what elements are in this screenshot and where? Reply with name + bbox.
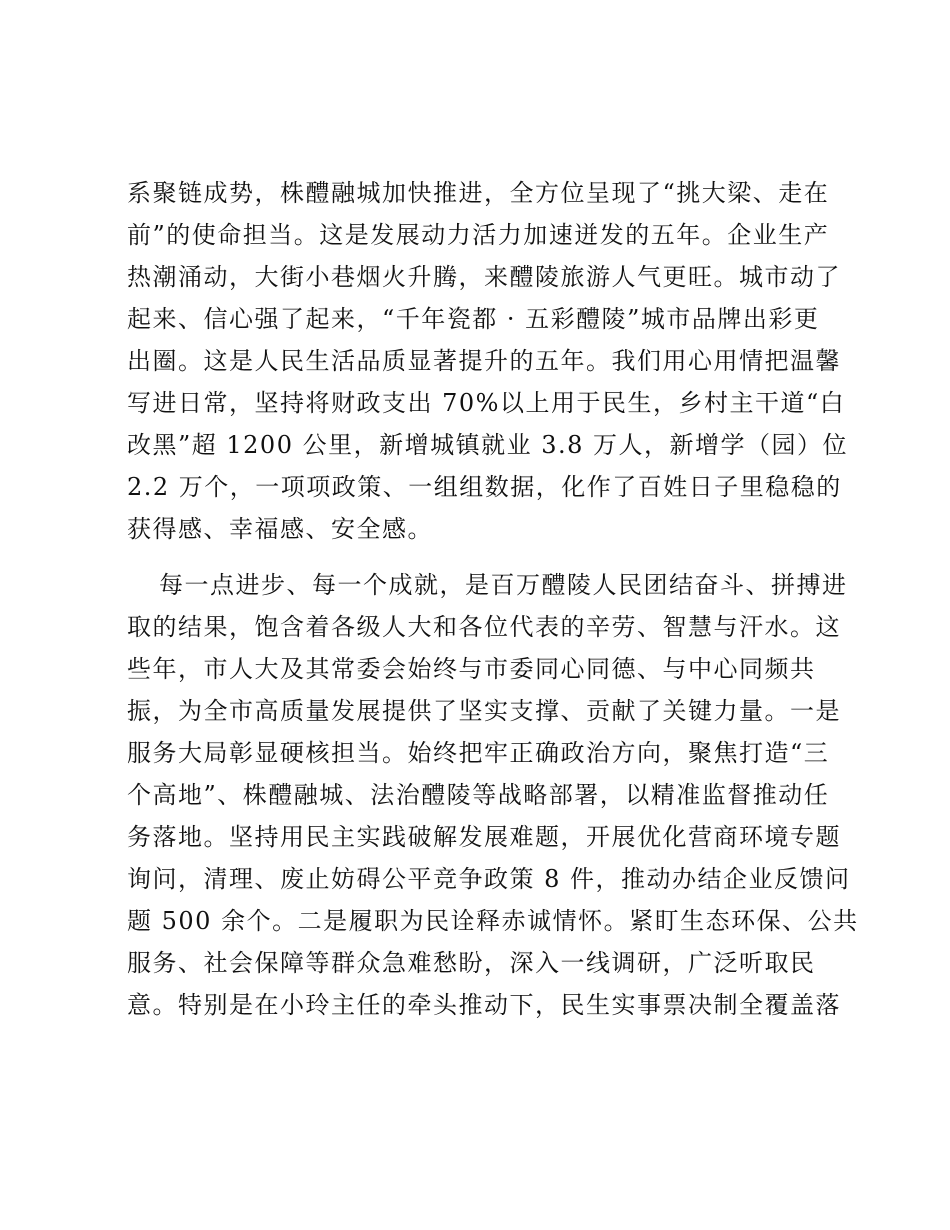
paragraph-1-line: 改黑”超 1200 公里，新增城镇就业 3.8 万人，新增学（园）位 bbox=[127, 431, 849, 459]
paragraph-1-line: 系聚链成势，株醴融城加快推进，全方位呈现了“挑大梁、走在 bbox=[127, 179, 830, 207]
paragraph-1-line: 2.2 万个，一项项政策、一组组数据，化作了百姓日子里稳稳的 bbox=[127, 473, 842, 501]
paragraph-1-line: 出圈。这是人民生活品质显著提升的五年。我们用心用情把温馨 bbox=[127, 347, 841, 375]
paragraph-2-line: 些年，市人大及其常委会始终与市委同心同德、与中心同频共 bbox=[127, 655, 816, 683]
paragraph-1-line: 热潮涌动，大街小巷烟火升腾，来醴陵旅游人气更旺。城市动了 bbox=[127, 263, 841, 291]
paragraph-2-line: 务落地。坚持用民主实践破解发展难题，开展优化营商环境专题 bbox=[127, 823, 841, 851]
paragraph-2-line: 取的结果，饱含着各级人大和各位代表的辛劳、智慧与汗水。这 bbox=[127, 613, 841, 641]
paragraph-2-line: 服务大局彰显硬核担当。始终把牢正确政治方向，聚焦打造“三 bbox=[127, 739, 830, 767]
paragraph-2-line: 询问，清理、废止妨碍公平竞争政策 8 件，推动办结企业反馈问 bbox=[127, 865, 851, 893]
paragraph-1-line: 起来、信心强了起来，“千年瓷都 · 五彩醴陵”城市品牌出彩更 bbox=[127, 305, 820, 333]
paragraph-1-line: 获得感、幸福感、安全感。 bbox=[127, 515, 433, 543]
paragraph-2-line: 振，为全市高质量发展提供了坚实支撑、贡献了关键力量。一是 bbox=[127, 697, 841, 725]
paragraph-2-line: 题 500 余个。二是履职为民诠释赤诚情怀。紧盯生态环保、公共 bbox=[127, 907, 859, 935]
paragraph-1-line: 写进日常，坚持将财政支出 70%以上用于民生，乡村主干道“白 bbox=[127, 389, 846, 417]
paragraph-2-line: 每一点进步、每一个成就，是百万醴陵人民团结奋斗、拼搏进 bbox=[159, 571, 848, 599]
paragraph-2-line: 意。特别是在小玲主任的牵头推动下，民生实事票决制全覆盖落 bbox=[127, 991, 841, 1019]
paragraph-2-line: 服务、社会保障等群众急难愁盼，深入一线调研，广泛听取民 bbox=[127, 949, 816, 977]
paragraph-1-line: 前”的使命担当。这是发展动力活力加速迸发的五年。企业生产 bbox=[127, 221, 830, 249]
paragraph-2-line: 个高地”、株醴融城、法治醴陵等战略部署，以精准监督推动任 bbox=[127, 781, 830, 809]
